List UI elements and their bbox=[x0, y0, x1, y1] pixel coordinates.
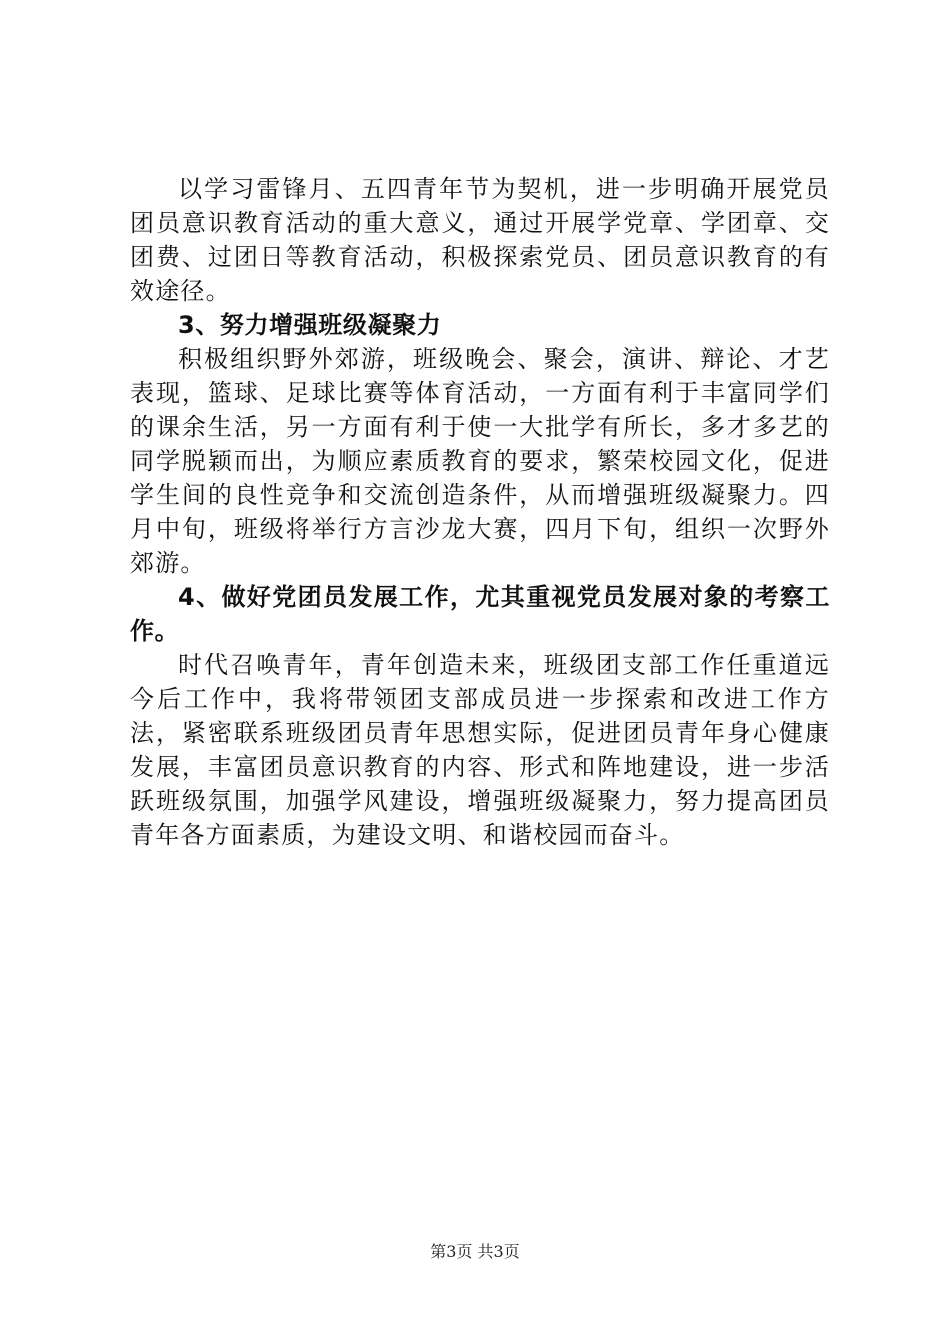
paragraph-conclusion: 时代召唤青年，青年创造未来，班级团支部工作任重道远今后工作中，我将带领团支部成员进一步探索和改进工作方法，紧密联系班级团员青年思想实际，促进团员青年身心健康发展，丰富团员意识教育的内容、形式和阵地建设，进一步活跃班级氛围，加强学风建设，增强班级凝聚力，努力提高团员青年各方面素质，为建设文明、和谐校园而奋斗。 bbox=[130, 651, 830, 849]
paragraph-party-education: 以学习雷锋月、五四青年节为契机，进一步明确开展党员团员意识教育活动的重大意义，通过开展学党章、学团章、交团费、过团日等教育活动，积极探索党员、团员意识教育的有效途径。 bbox=[130, 175, 830, 305]
paragraph-class-activities: 积极组织野外郊游，班级晚会、聚会，演讲、辩论、才艺表现，篮球、足球比赛等体育活动，一方面有利于丰富同学们的课余生活，另一方面有利于使一大批学有所长，多才多艺的同学脱颖而出，为顺应素质教育的要求，繁荣校园文化，促进学生间的良性竞争和交流创造条件，从而增强班级凝聚力。四月中旬，班级将举行方言沙龙大赛，四月下旬，组织一次野外郊游。 bbox=[130, 345, 830, 577]
document-body bbox=[130, 172, 830, 852]
heading-member-development: 4、做好党团员发展工作，尤其重视党员发展对象的考察工作。 bbox=[130, 583, 830, 645]
heading-class-cohesion: 3、努力增强班级凝聚力 bbox=[178, 311, 442, 339]
page-number-footer: 第3页 共3页 bbox=[430, 1242, 520, 1261]
